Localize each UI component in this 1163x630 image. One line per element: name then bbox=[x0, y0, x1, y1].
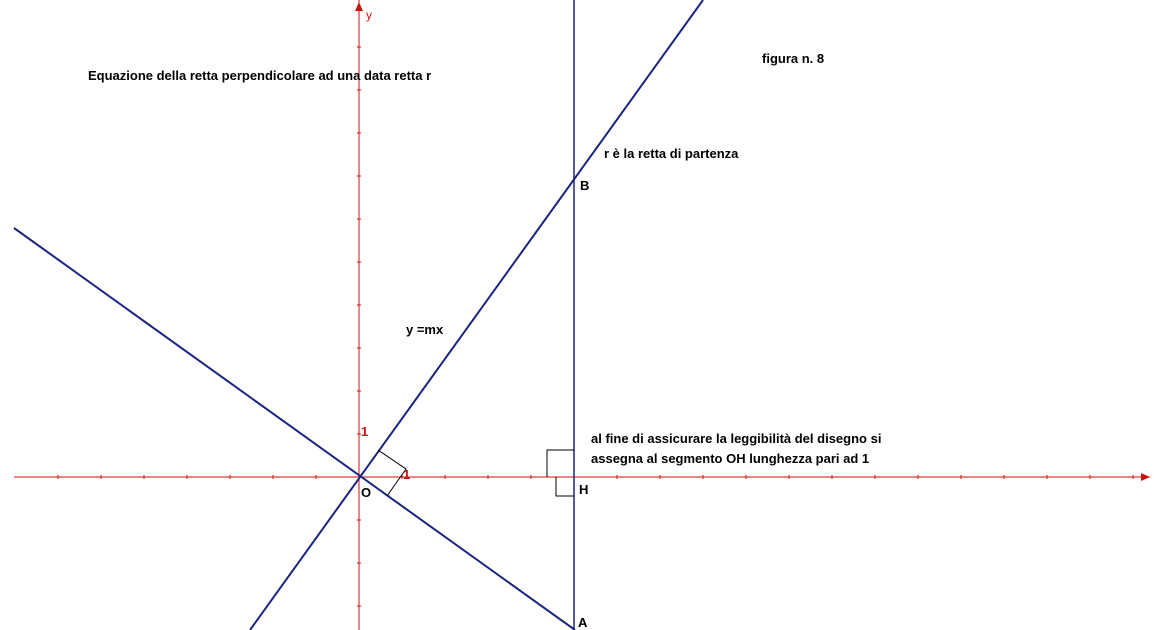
right-angle-marker-H-upper bbox=[547, 450, 574, 477]
point-B-label: B bbox=[580, 178, 590, 193]
x-axis-arrow bbox=[1141, 473, 1150, 481]
note-line-1: al fine di assicurare la leggibilità del disegno si bbox=[591, 431, 882, 446]
point-O-label: O bbox=[361, 485, 372, 500]
point-A-label: A bbox=[578, 615, 588, 630]
x-unit-label: 1 bbox=[403, 467, 411, 482]
diagram-title: Equazione della retta perpendicolare ad una data retta r bbox=[88, 68, 432, 83]
right-angle-marker-O bbox=[378, 450, 406, 496]
figure-label: figura n. 8 bbox=[762, 51, 825, 66]
line-equation-label: y =mx bbox=[406, 322, 444, 337]
line-r-label: r è la retta di partenza bbox=[604, 146, 739, 161]
y-unit-label: 1 bbox=[361, 424, 369, 439]
line-r bbox=[250, 0, 703, 630]
y-axis-arrow bbox=[355, 2, 363, 11]
axes bbox=[14, 0, 1150, 630]
point-H-label: H bbox=[579, 482, 589, 497]
y-axis-label: y bbox=[366, 8, 372, 22]
right-angle-marker-H-lower bbox=[556, 477, 574, 496]
note-line-2: assegna al segmento OH lunghezza pari ad 1 bbox=[591, 451, 870, 466]
